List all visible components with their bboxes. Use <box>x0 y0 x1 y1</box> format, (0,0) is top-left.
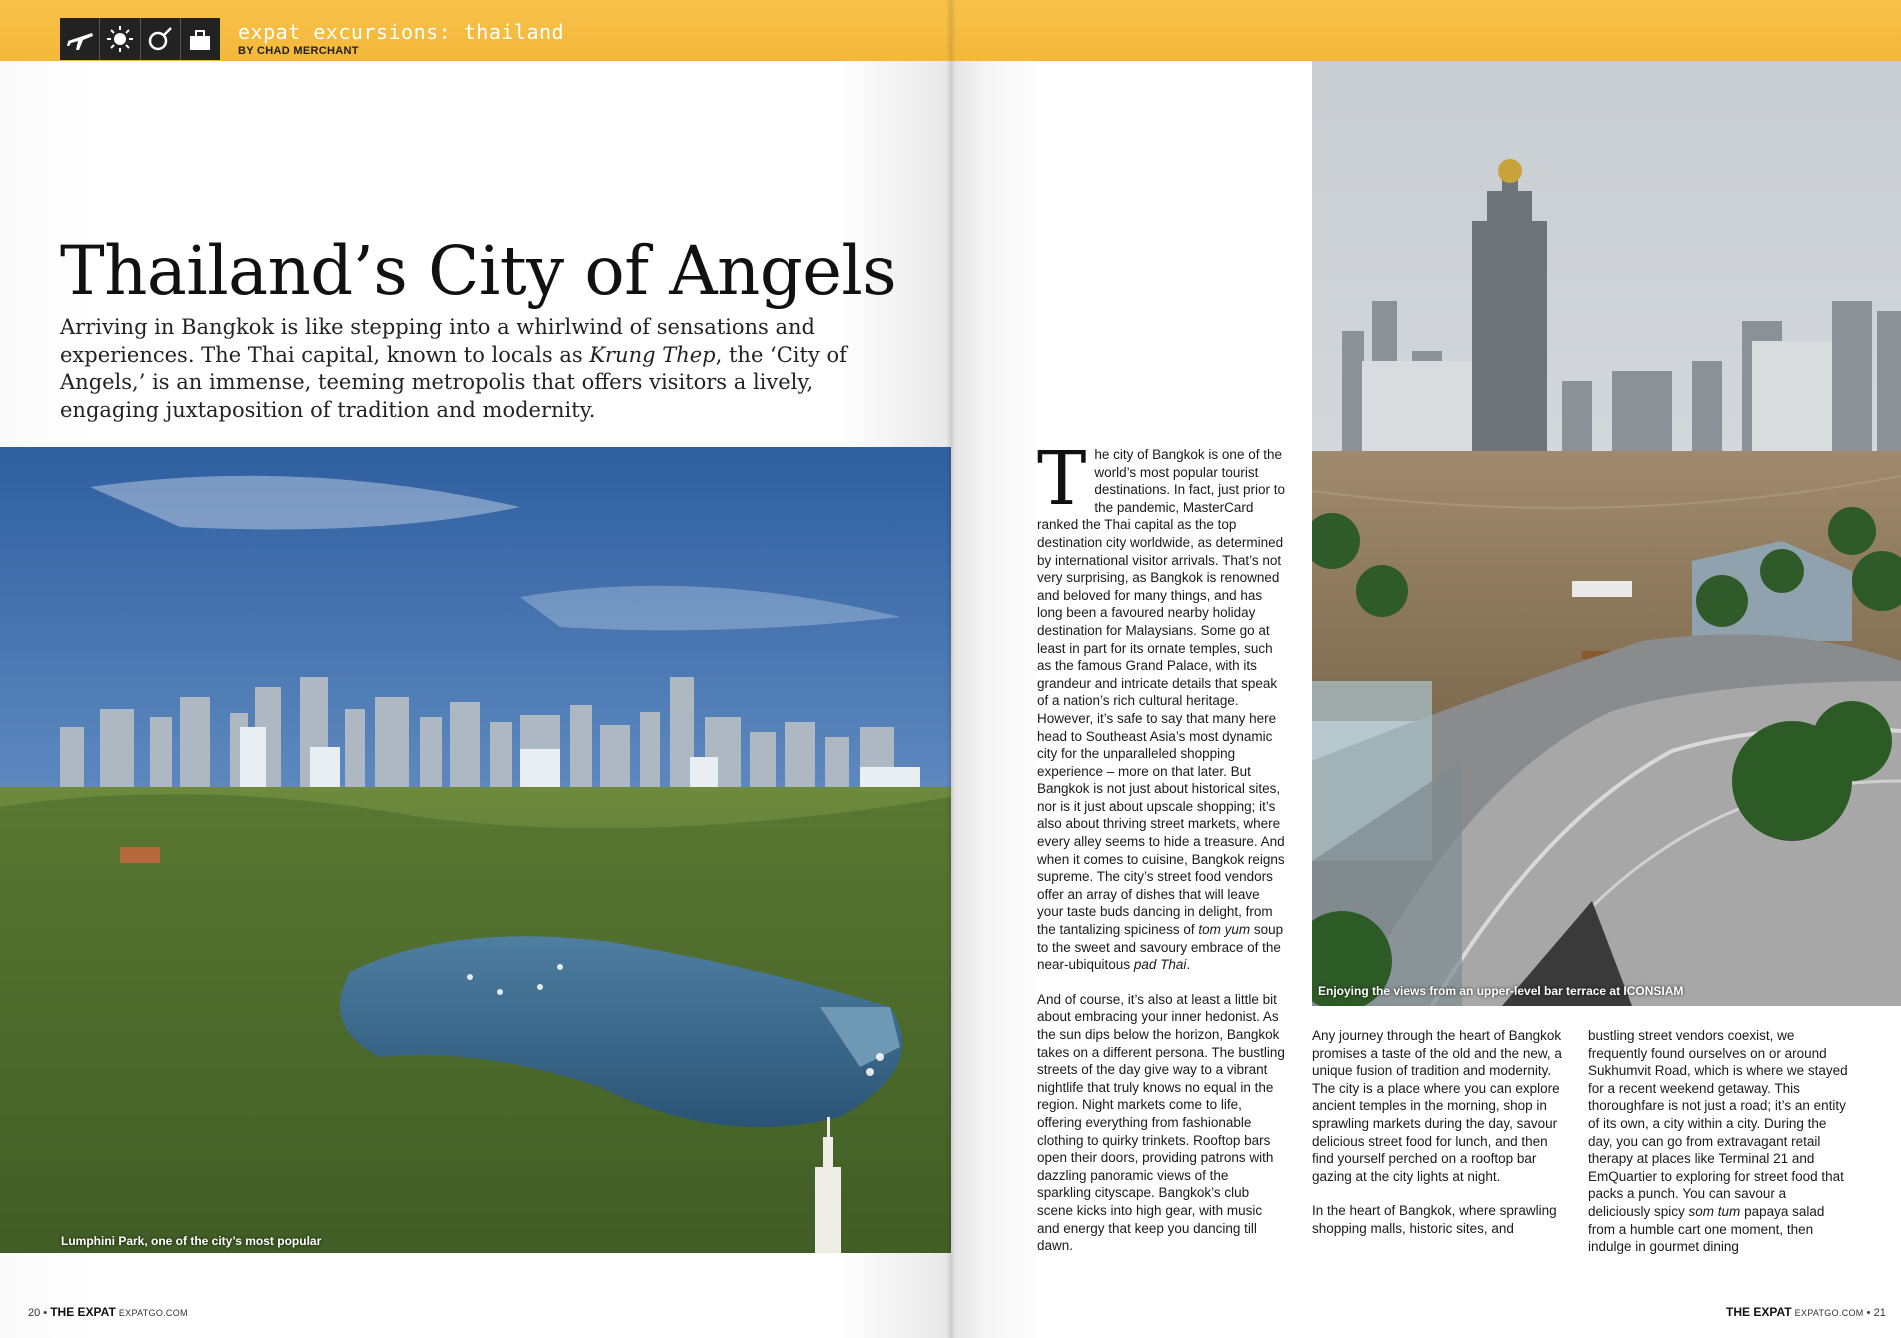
body-paragraph: Any journey through the heart of Bangkok promises a taste of the old and the new, a unique fusion of tradition and modernity. The city is a place where you can explore ancient temples in the morning, shop in sprawling markets during the day, savour delicious street food for lunch, and then find yourself perched on a rooftop bar gazing at the city lights at night. <box>1312 1028 1562 1184</box>
photo-caption: Enjoying the views from an upper-level bar terrace at ICONSIAM <box>1318 984 1684 998</box>
section-title: expat excursions: thailand <box>238 20 565 44</box>
body-paragraph: And of course, it’s also at least a little bit about embracing your inner hedonist. As the sun dips below the horizon, Bangkok takes on a different persona. The bustling streets of the day give way to a vibrant nightlife that truly knows no equal in the region. Night markets come to life, offering everything from fashionable clothing to quirky trinkets. Rooftop bars open their doors, providing patrons with dazzling panoramic views of the sparkling cityscape. Bangkok’s club scene kicks into high gear, with music and energy that keep you dancing till dawn. <box>1037 991 1285 1254</box>
body-text: he city of Bangkok is one of the world’s most popular tourist destinations. In fact, just prior to the pandemic, MasterCard ranked the Thai capital as the top destination city worldwide, as determined by international visitor arrivals. That’s not very surprising, as Bangkok is renowned and beloved for many things, and has long been a favoured nearby holiday destination for Malaysians. Some go at least in part for its ornate temples, such as the famous Grand Palace, with its grandeur and intricate details that speak of a nation’s rich cultural heritage. However, it’s safe to say that many here head to Southeast Asia’s most dynamic city for the unparalleled shopping experience – more on that later. But Bangkok is not just about historical sites, nor is it just about upscale shopping; it’s also about thriving street markets, where every alley seems to hide a treasure. And when it comes to cuisine, Bangkok reigns supreme. The city’s street food vendors offer an array of dishes that will leave your taste buds dancing in delight, from the tantalizing spiciness of <box>1037 447 1285 938</box>
deck-text: , the ‘City of Angels,’ is an immense, teeming metropolis that offers visitors a lively, engaging juxtaposition of tradition and modernity. <box>60 342 847 422</box>
sun-icon <box>100 18 140 60</box>
body-text: soup to the sweet and savoury embrace of the near-ubiquitous <box>1037 922 1284 973</box>
body-italic: pad Thai <box>1133 957 1187 973</box>
drop-cap: T <box>1037 436 1087 522</box>
deck-italic: Krung Thep <box>589 342 716 367</box>
body-paragraph: In the heart of Bangkok, where sprawling shopping malls, historic sites, and <box>1312 1203 1557 1236</box>
lumphini-park-photo <box>0 447 951 1253</box>
body-column-3 <box>1588 1027 1850 1273</box>
shopping-icon <box>141 18 181 60</box>
body-paragraph <box>1037 436 1285 974</box>
luggage-icon <box>181 18 220 60</box>
iconsiam-terrace-photo <box>1312 61 1901 1006</box>
right-page <box>951 0 1901 1338</box>
airplane-icon <box>60 18 100 60</box>
photo-caption: Lumphini Park, one of the city’s most popular <box>61 1234 322 1248</box>
website-url: EXPATGO.COM <box>1794 1308 1864 1318</box>
website-url: EXPATGO.COM <box>118 1308 188 1318</box>
body-italic: som tum <box>1688 1203 1741 1219</box>
byline: BY CHAD MERCHANT <box>238 45 359 57</box>
header-band <box>951 0 1901 61</box>
body-paragraph <box>1588 1027 1850 1256</box>
footer-right: THE EXPAT EXPATGO.COM • 21 <box>1726 1305 1886 1319</box>
body-text: . <box>1186 957 1191 973</box>
spread-gutter <box>946 0 956 1338</box>
body-text: bustling street vendors coexist, we frequently found ourselves on or around Sukhumvit Road, which is where we stayed for a recent weekend getaway. This thoroughfare is not just a road; it’s an entity of its own, a city within a city. During the day, you can go from extravagant retail therapy at places like Terminal 21 and EmQuartier to exploring for street food that packs a punch. You can savour a deliciously spicy <box>1588 1028 1848 1219</box>
body-column-1 <box>1037 436 1285 1272</box>
magazine-name: THE EXPAT <box>50 1305 116 1319</box>
category-icon-strip <box>60 18 220 60</box>
body-column-2 <box>1312 1027 1562 1255</box>
headline: Thailand’s City of Angels <box>60 232 897 310</box>
page-number: 21 <box>1873 1307 1886 1319</box>
footer-left: 20 • THE EXPAT EXPATGO.COM <box>28 1305 188 1319</box>
body-text: papaya salad from a humble cart one moment, then indulge in gourmet dining <box>1588 1203 1825 1255</box>
page-number: 20 <box>28 1307 41 1319</box>
body-italic: tom yum <box>1198 922 1251 938</box>
magazine-name: THE EXPAT <box>1726 1305 1792 1319</box>
deck-text: Arriving in Bangkok is like stepping into a whirlwind of sensations and experiences. The Thai capital, known to locals as <box>60 315 815 367</box>
article-deck <box>60 314 880 424</box>
